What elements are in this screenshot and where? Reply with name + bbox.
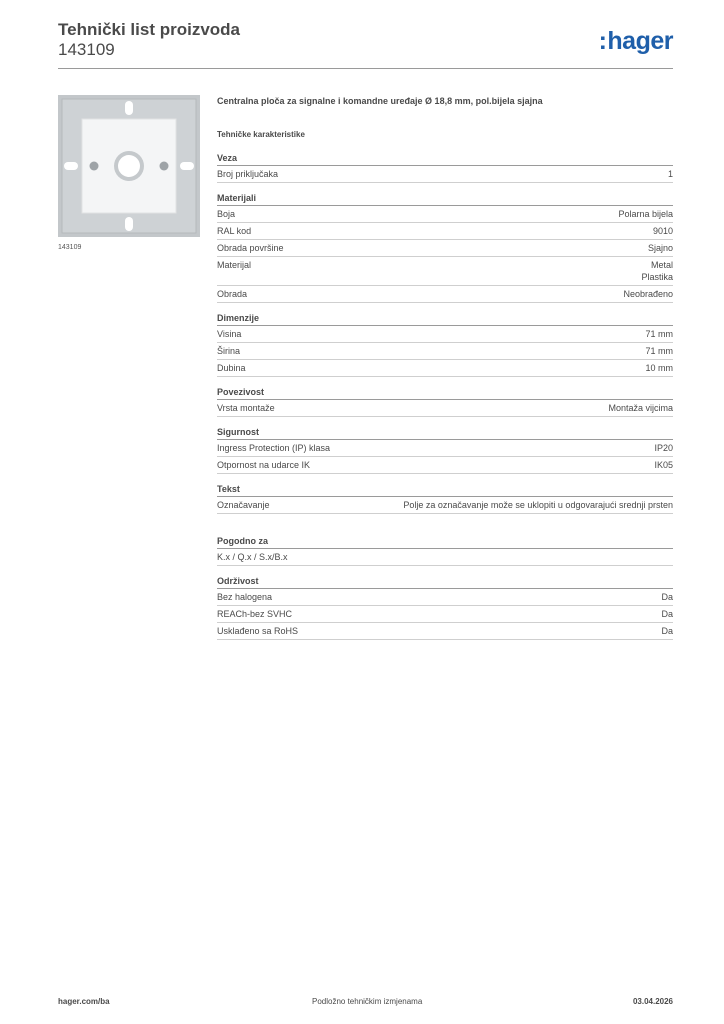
spec-label: Vrsta montaže — [217, 403, 275, 413]
spec-value — [641, 259, 673, 283]
spec-value — [654, 459, 673, 471]
spec-row — [217, 257, 673, 286]
spec-value-line: Polje za označavanje može se uklopiti u odgovarajući srednji prsten — [403, 500, 673, 510]
spec-row — [217, 343, 673, 360]
spec-value — [668, 168, 673, 180]
spec-value — [661, 625, 673, 637]
spec-row — [217, 497, 673, 514]
spec-label: Usklađeno sa RoHS — [217, 626, 299, 636]
section-heading: Tekst — [217, 484, 673, 497]
section-heading: Dimenzije — [217, 313, 673, 326]
spec-section — [217, 427, 673, 474]
spec-label: REACh-bez SVHC — [217, 609, 293, 619]
section-heading: Materijali — [217, 193, 673, 206]
spec-value-line: Da — [661, 592, 673, 602]
spec-row — [217, 457, 673, 474]
spec-label: Obrada — [217, 289, 248, 299]
spec-value-line: 10 mm — [645, 363, 673, 373]
spec-value-line: Da — [661, 626, 673, 636]
spec-row — [217, 206, 673, 223]
spec-value — [645, 345, 673, 357]
footer-date: 03.04.2026 — [632, 997, 673, 1006]
spec-label: Visina — [217, 329, 242, 339]
product-image — [58, 95, 200, 237]
footer-note: Podložno tehničkim izmjenama — [312, 997, 423, 1006]
spec-row — [217, 166, 673, 183]
product-number: 143109 — [58, 40, 115, 59]
spec-label: Otpornost na udarce IK — [217, 460, 311, 470]
spec-label: Obrada površine — [217, 243, 284, 253]
spec-section — [217, 313, 673, 377]
logo-text: hager — [607, 27, 673, 55]
spec-row — [217, 326, 673, 343]
spec-label: K.x / Q.x / S.x/B.x — [217, 552, 288, 562]
spec-label: Materijal — [217, 260, 252, 270]
spec-value — [608, 402, 673, 414]
hager-logo — [599, 27, 673, 55]
spec-row — [217, 440, 673, 457]
spec-value-line: 9010 — [652, 226, 673, 236]
spec-label: RAL kod — [217, 226, 252, 236]
spec-value-line: Neobrađeno — [623, 289, 673, 299]
spec-section — [217, 193, 673, 303]
spec-value — [623, 288, 673, 300]
spec-row — [217, 549, 673, 566]
spec-value-line: 1 — [667, 169, 673, 179]
spec-row — [217, 606, 673, 623]
spec-value-line: IP20 — [654, 443, 673, 453]
characteristics-title: Tehničke karakteristike — [217, 130, 305, 139]
spec-row — [217, 240, 673, 257]
specifications — [217, 96, 673, 650]
spec-value — [403, 499, 673, 511]
page-title: Tehnički list proizvoda — [58, 20, 240, 39]
spec-section — [217, 484, 673, 514]
spec-row — [217, 223, 673, 240]
spec-section — [217, 153, 673, 183]
spec-value-line: Metal — [650, 260, 673, 270]
spec-value-line: Da — [661, 609, 673, 619]
spec-label: Označavanje — [217, 500, 270, 510]
spec-sections — [217, 153, 673, 640]
section-heading: Pogodno za — [217, 536, 673, 549]
spec-row — [217, 286, 673, 303]
spec-label: Ingress Protection (IP) klasa — [217, 443, 331, 453]
image-caption: 143109 — [58, 244, 82, 251]
spec-row — [217, 623, 673, 640]
spec-value — [618, 208, 673, 220]
spec-section — [217, 536, 673, 566]
spec-value — [661, 608, 673, 620]
section-heading: Održivost — [217, 576, 673, 589]
spec-row — [217, 360, 673, 377]
document-header — [58, 20, 240, 60]
spec-value — [645, 362, 673, 374]
spec-value — [645, 328, 673, 340]
header-divider — [58, 68, 673, 69]
spec-section — [217, 387, 673, 417]
spec-value — [653, 225, 673, 237]
spec-label: Boja — [217, 209, 236, 219]
spec-value-line: Montaža vijcima — [608, 403, 673, 413]
footer-website[interactable]: hager.com/ba — [58, 997, 110, 1006]
section-heading: Veza — [217, 153, 673, 166]
spec-value-line: 71 mm — [645, 346, 673, 356]
spec-value-line: 71 mm — [645, 329, 673, 339]
spec-section — [217, 576, 673, 640]
spec-value — [661, 591, 673, 603]
spec-value — [654, 442, 673, 454]
spec-row — [217, 400, 673, 417]
logo-dots: : — [598, 27, 607, 55]
cover-plate-icon — [58, 95, 200, 237]
spec-label: Dubina — [217, 363, 246, 373]
spec-label: Bez halogena — [217, 592, 273, 602]
spec-row — [217, 589, 673, 606]
section-heading: Sigurnost — [217, 427, 673, 440]
spec-label: Širina — [217, 346, 241, 356]
spec-value-line: Sjajno — [647, 243, 673, 253]
spec-value-line: IK05 — [654, 460, 673, 470]
product-description: Centralna ploča za signalne i komandne uređaje Ø 18,8 mm, pol.bijela sjajna — [217, 96, 543, 106]
spec-value — [648, 242, 673, 254]
section-heading: Povezivost — [217, 387, 673, 400]
spec-label: Broj priključaka — [217, 169, 279, 179]
spec-value-line: Polarna bijela — [618, 209, 673, 219]
spec-value-line: Plastika — [641, 272, 673, 282]
